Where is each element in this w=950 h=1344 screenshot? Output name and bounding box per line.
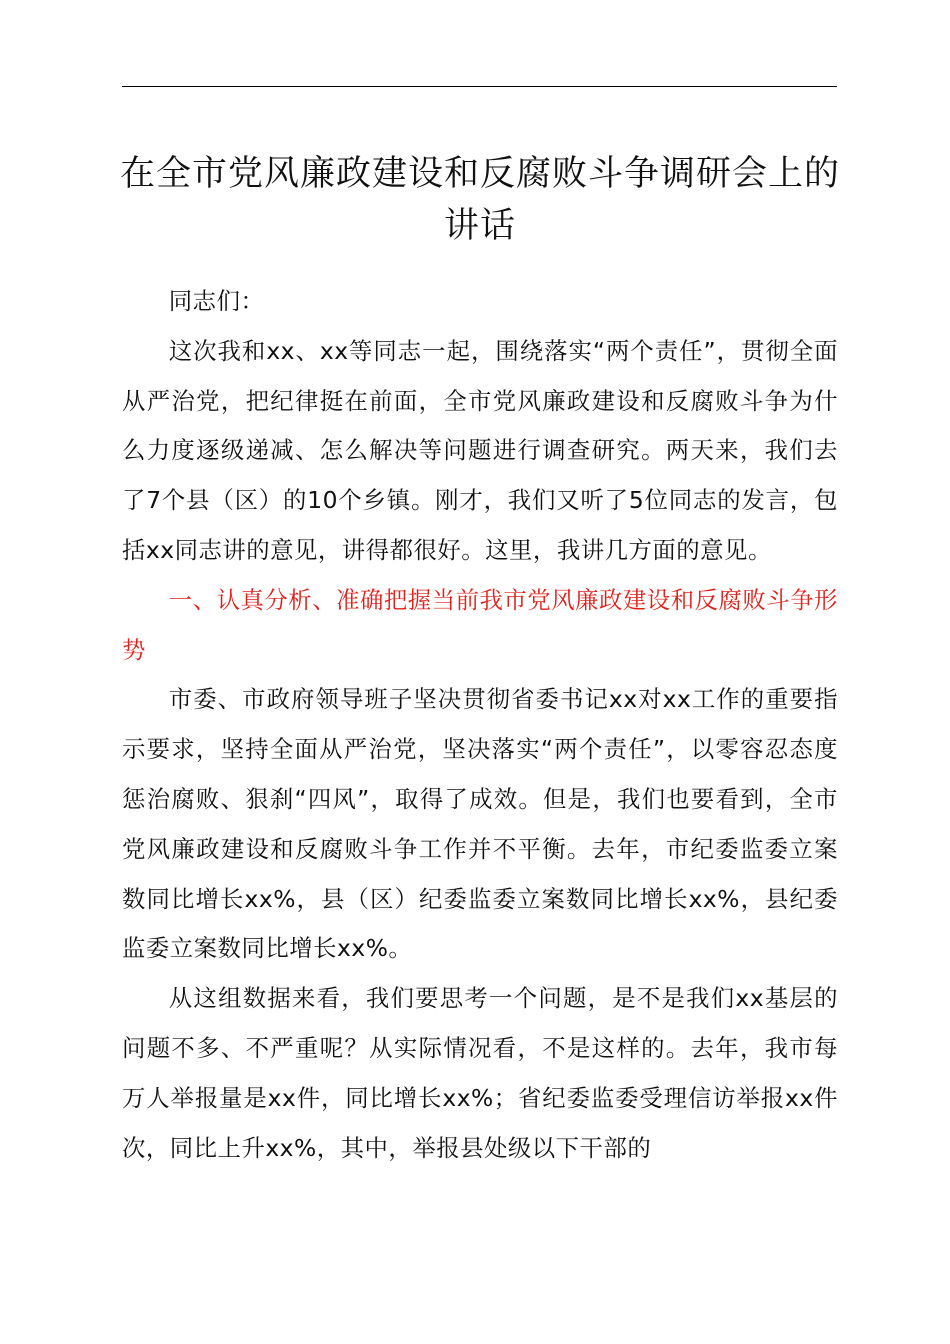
salutation: 同志们： <box>168 287 265 315</box>
document-body <box>122 277 838 1173</box>
paragraph-section-2: 从这组数据来看，我们要思考一个问题，是不是我们xx基层的问题不多、不严重呢？从实际情况看，不是这样的。去年，我市每万人举报量是xx件，同比增长xx%；省纪委监委受理信访举报xx件次，同比上升xx%，其中，举报县处级以下干部的 <box>122 984 838 1162</box>
paragraph-intro: 这次我和xx、xx等同志一起，围绕落实“两个责任”，贯彻全面从严治党，把纪律挺在前面，全市党风廉政建设和反腐败斗争为什么力度逐级递减、怎么解决等问题进行调查研究。两天来，我们去了7个县（区）的10个乡镇。刚才，我们又听了5位同志的发言，包括xx同志讲的意见，讲得都很好。这里，我讲几方面的意见。 <box>122 336 838 564</box>
paragraph-section-1: 市委、市政府领导班子坚决贯彻省委书记xx对xx工作的重要指示要求，坚持全面从严治党，坚决落实“两个责任”，以零容忍态度惩治腐败、狠刹“四风”，取得了成效。但是，我们也要看到，全市党风廉政建设和反腐败斗争工作并不平衡。去年，市纪委监委立案数同比增长xx%，县（区）纪委监委立案数同比增长xx%，县纪委监委立案数同比增长xx%。 <box>122 685 838 963</box>
header-rule <box>122 86 837 87</box>
page-title: 在全市党风廉政建设和反腐败斗争调研会上的讲话 <box>119 154 840 246</box>
section-heading: 一、认真分析、准确把握当前我市党风廉政建设和反腐败斗争形势 <box>122 585 838 664</box>
